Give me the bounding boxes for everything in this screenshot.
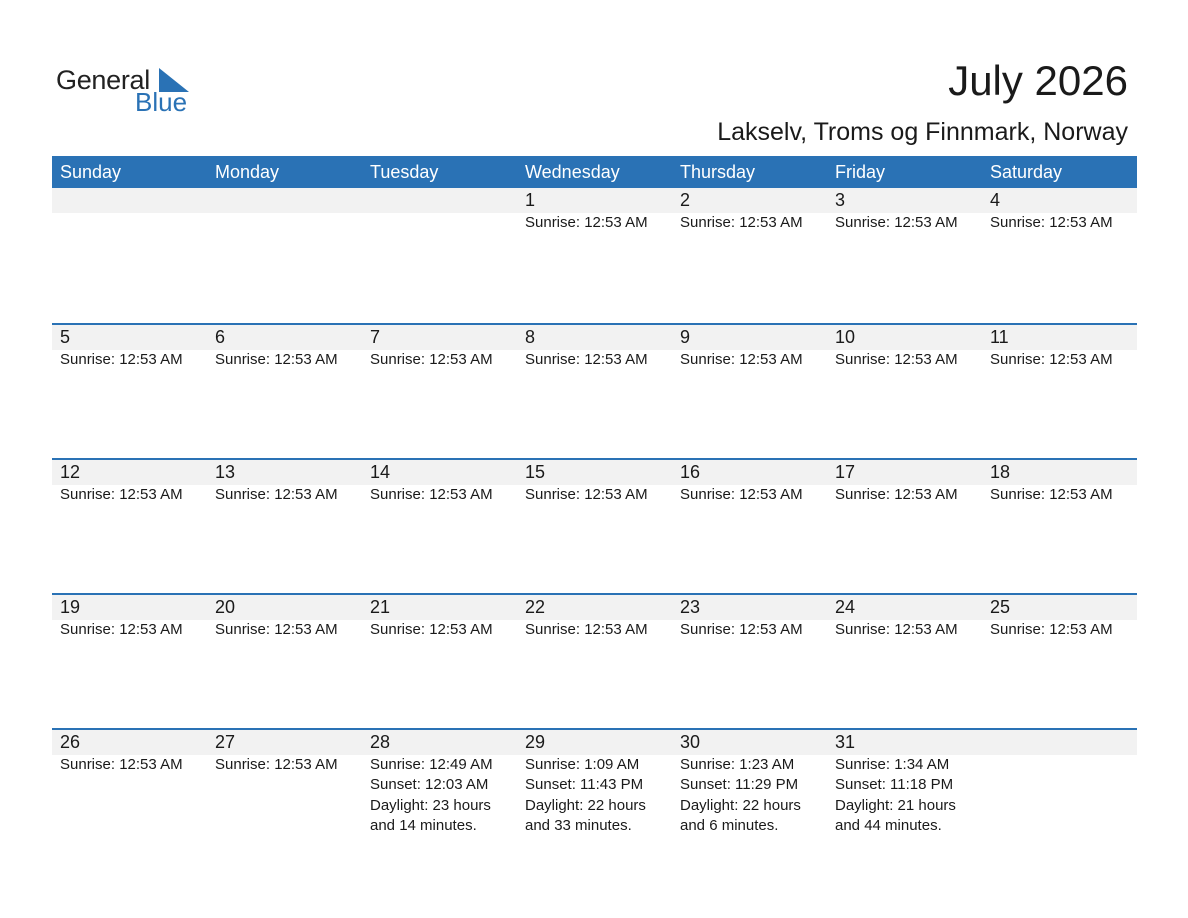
brand-logo — [56, 64, 196, 118]
day-cell — [517, 325, 672, 370]
day-cell — [982, 595, 1137, 640]
weekday-header: Monday — [215, 162, 280, 182]
day-sun-info: Daylight: 23 hours — [370, 796, 491, 814]
day-number — [370, 188, 517, 213]
day-number: 28 — [370, 732, 391, 752]
day-sun-info: Daylight: 22 hours — [525, 796, 646, 814]
day-number: 10 — [835, 327, 856, 347]
day-sun-info: Sunrise: 12:53 AM — [370, 621, 493, 638]
day-cell — [827, 730, 982, 836]
weekday-header: Thursday — [680, 162, 756, 182]
day-number: 21 — [370, 597, 391, 617]
day-number: 5 — [60, 327, 71, 347]
day-number: 9 — [680, 327, 691, 347]
day-cell — [52, 595, 207, 640]
day-sun-info: Sunrise: 12:53 AM — [835, 214, 958, 231]
day-cell — [52, 730, 207, 836]
day-sun-info: Sunset: 11:29 PM — [680, 776, 799, 794]
day-cell — [672, 188, 827, 233]
day-number: 4 — [990, 190, 1001, 210]
logo-blue-text: Blue — [135, 87, 188, 117]
day-number: 22 — [525, 597, 546, 617]
day-number: 3 — [835, 190, 846, 210]
day-number: 8 — [525, 327, 536, 347]
weekday-header-row — [52, 156, 1137, 188]
day-sun-info: Sunrise: 12:53 AM — [680, 486, 803, 503]
week-cells — [52, 460, 1137, 505]
day-sun-info: Sunrise: 12:53 AM — [60, 351, 183, 368]
day-sun-info: Sunset: 11:43 PM — [525, 776, 644, 794]
day-sun-info: Sunrise: 12:53 AM — [680, 214, 803, 231]
day-sun-info: Sunrise: 12:53 AM — [370, 486, 493, 503]
day-sun-info: Sunrise: 12:53 AM — [215, 486, 338, 503]
day-number: 23 — [680, 597, 701, 617]
day-sun-info: Sunrise: 12:53 AM — [370, 351, 493, 368]
day-sun-info: Sunset: 11:18 PM — [835, 776, 954, 794]
day-sun-info: Sunrise: 12:53 AM — [990, 486, 1113, 503]
day-sun-info: Sunrise: 12:53 AM — [835, 486, 958, 503]
day-sun-info: Sunrise: 12:53 AM — [60, 486, 183, 503]
day-number — [60, 188, 207, 213]
day-cell — [982, 460, 1137, 505]
day-number: 25 — [990, 597, 1011, 617]
day-cell — [52, 325, 207, 370]
day-sun-info: Sunrise: 12:53 AM — [835, 351, 958, 368]
day-sun-info: Sunrise: 12:53 AM — [680, 621, 803, 638]
day-cell — [672, 730, 827, 836]
calendar-week-row — [52, 593, 1137, 728]
weekday-header: Tuesday — [370, 162, 439, 182]
day-number: 24 — [835, 597, 856, 617]
day-cell — [517, 595, 672, 640]
day-sun-info: Sunrise: 12:53 AM — [990, 214, 1113, 231]
calendar-weeks — [52, 188, 1137, 863]
day-cell — [982, 188, 1137, 233]
day-number: 1 — [525, 190, 536, 210]
day-sun-info: Sunset: 12:03 AM — [370, 776, 489, 794]
day-cell — [827, 460, 982, 505]
day-sun-info: Sunrise: 12:53 AM — [60, 621, 183, 638]
day-cell — [827, 188, 982, 233]
day-sun-info: and 33 minutes. — [525, 816, 632, 834]
day-cell — [827, 325, 982, 370]
day-cell — [517, 730, 672, 836]
day-sun-info: Sunrise: 12:53 AM — [680, 351, 803, 368]
day-number: 11 — [990, 327, 1009, 347]
day-sun-info: Sunrise: 12:53 AM — [525, 351, 648, 368]
day-cell — [362, 595, 517, 640]
day-number: 6 — [215, 327, 226, 347]
day-sun-info: Sunrise: 12:53 AM — [215, 351, 338, 368]
day-sun-info: Sunrise: 12:49 AM — [370, 756, 493, 773]
day-sun-info: Sunrise: 12:53 AM — [60, 756, 183, 773]
day-number: 16 — [680, 462, 701, 482]
day-cell — [362, 325, 517, 370]
day-number: 13 — [215, 462, 236, 482]
day-number: 26 — [60, 732, 81, 752]
day-sun-info: Sunrise: 1:34 AM — [835, 756, 950, 773]
day-sun-info: Sunrise: 1:23 AM — [680, 756, 795, 773]
day-number: 2 — [680, 190, 691, 210]
day-number: 30 — [680, 732, 701, 752]
location-subtitle: Lakselv, Troms og Finnmark, Norway — [717, 118, 1128, 146]
day-cell — [982, 325, 1137, 370]
calendar-week-row — [52, 188, 1137, 323]
day-cell — [52, 460, 207, 505]
weekday-header: Friday — [835, 162, 886, 182]
calendar-week-row — [52, 323, 1137, 458]
week-cells — [52, 188, 1137, 233]
day-number: 17 — [835, 462, 856, 482]
calendar-week-row — [52, 728, 1137, 863]
week-cells — [52, 730, 1137, 836]
weekday-header: Wednesday — [525, 162, 620, 182]
calendar-grid — [52, 156, 1137, 863]
day-number: 12 — [60, 462, 81, 482]
day-sun-info: and 6 minutes. — [680, 816, 779, 834]
day-number — [990, 730, 1137, 755]
day-number: 7 — [370, 327, 381, 347]
day-sun-info: Sunrise: 12:53 AM — [525, 486, 648, 503]
day-sun-info: Daylight: 22 hours — [680, 796, 801, 814]
day-cell — [362, 460, 517, 505]
day-number: 14 — [370, 462, 391, 482]
day-cell — [207, 188, 362, 233]
day-sun-info: Sunrise: 12:53 AM — [525, 214, 648, 231]
day-cell — [52, 188, 207, 233]
day-sun-info: Sunrise: 12:53 AM — [215, 756, 338, 773]
day-number: 29 — [525, 732, 546, 752]
day-sun-info: Sunrise: 12:53 AM — [525, 621, 648, 638]
week-cells — [52, 325, 1137, 370]
day-cell — [362, 730, 517, 836]
day-sun-info: and 44 minutes. — [835, 816, 942, 834]
weekday-header: Saturday — [990, 162, 1063, 182]
day-cell — [672, 325, 827, 370]
day-sun-info: Sunrise: 12:53 AM — [990, 351, 1113, 368]
day-sun-info: Sunrise: 12:53 AM — [215, 621, 338, 638]
calendar-week-row — [52, 458, 1137, 593]
day-number: 31 — [835, 732, 856, 752]
day-number: 20 — [215, 597, 236, 617]
day-cell — [207, 730, 362, 836]
day-cell — [207, 460, 362, 505]
day-cell — [672, 460, 827, 505]
day-sun-info: Daylight: 21 hours — [835, 796, 956, 814]
day-sun-info: Sunrise: 1:09 AM — [525, 756, 640, 773]
day-cell — [362, 188, 517, 233]
day-cell — [207, 325, 362, 370]
weekday-header: Sunday — [60, 162, 122, 182]
day-number: 18 — [990, 462, 1011, 482]
day-sun-info: Sunrise: 12:53 AM — [835, 621, 958, 638]
day-cell — [517, 188, 672, 233]
page-title: July 2026 — [948, 57, 1128, 104]
day-sun-info: Sunrise: 12:53 AM — [990, 621, 1113, 638]
day-number: 19 — [60, 597, 81, 617]
day-cell — [207, 595, 362, 640]
day-cell — [827, 595, 982, 640]
day-sun-info: and 14 minutes. — [370, 816, 477, 834]
day-cell — [982, 730, 1137, 836]
day-number: 15 — [525, 462, 546, 482]
day-number: 27 — [215, 732, 236, 752]
day-number — [215, 188, 362, 213]
day-cell — [517, 460, 672, 505]
day-cell — [672, 595, 827, 640]
week-cells — [52, 595, 1137, 640]
logo-general-text: General — [56, 65, 150, 95]
